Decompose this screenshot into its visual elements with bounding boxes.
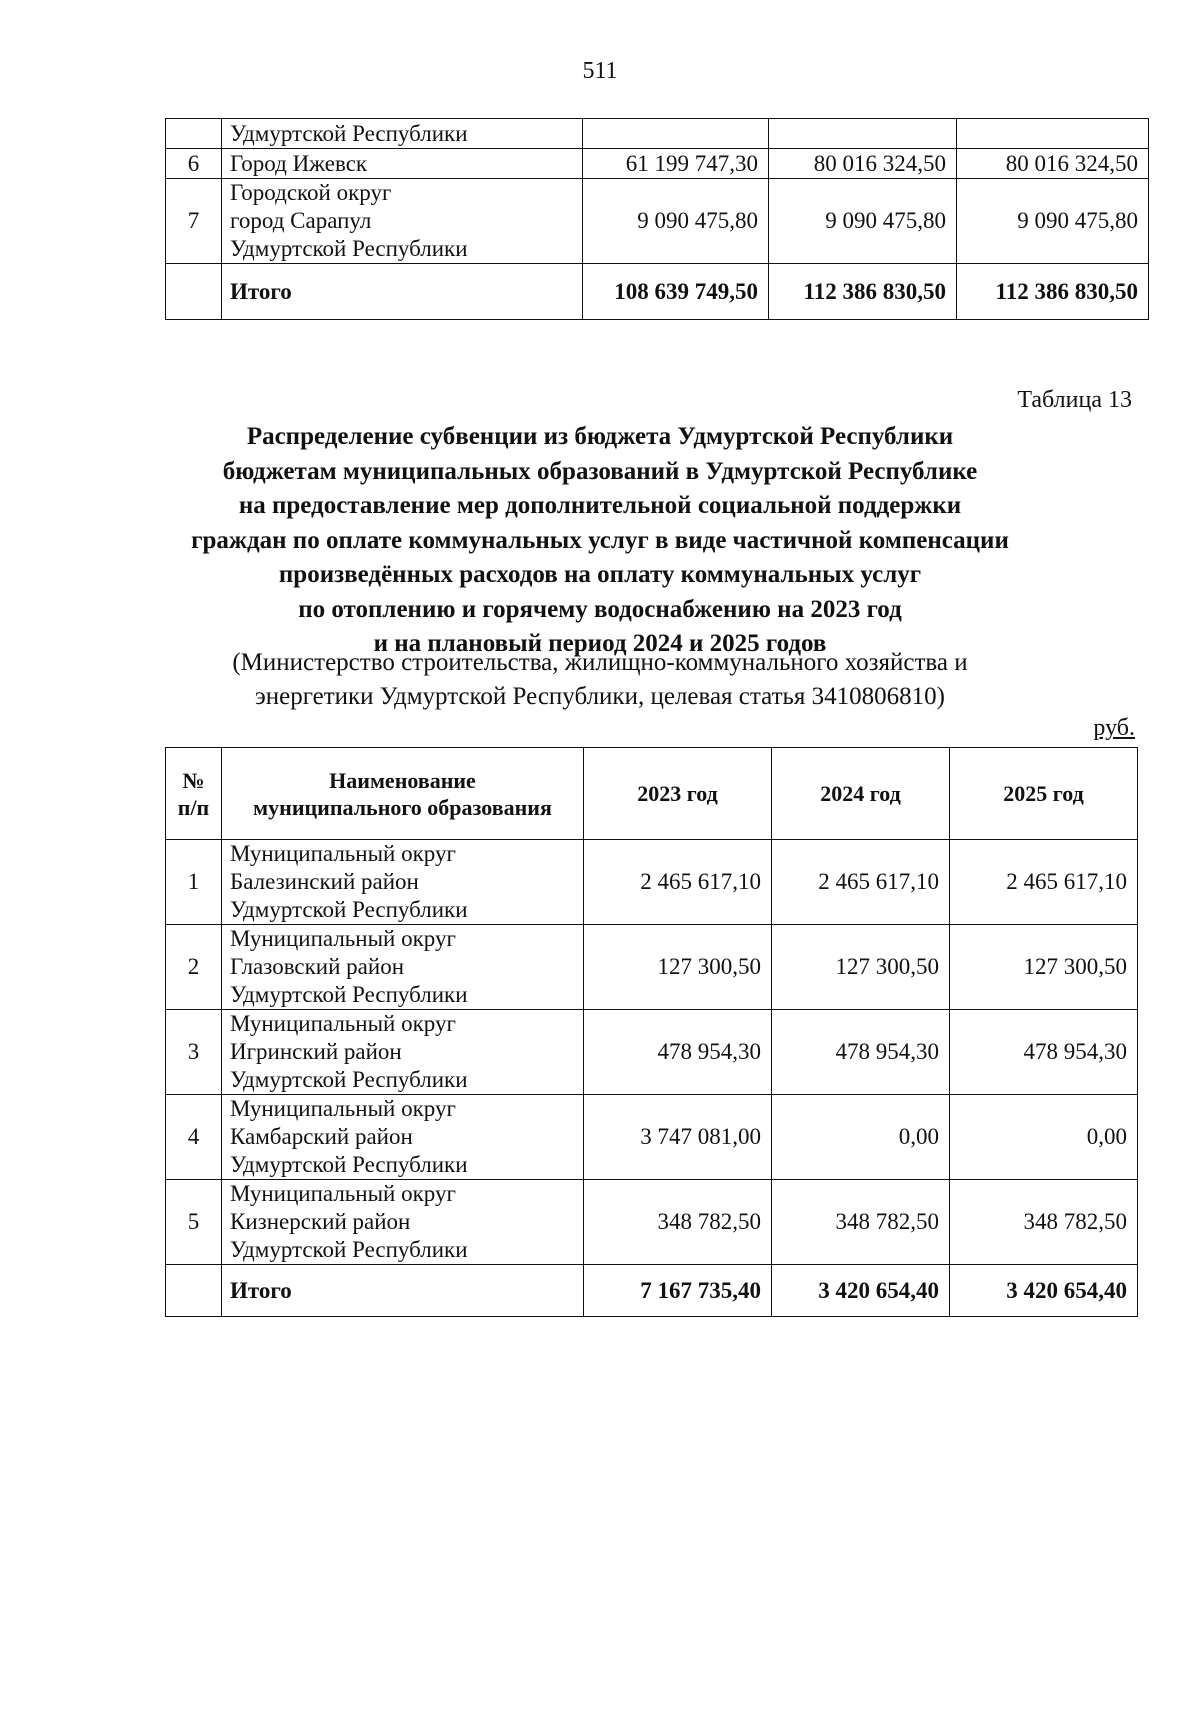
value-2024: 478 954,30: [772, 1010, 950, 1095]
table-row: [166, 1180, 1138, 1265]
municipality-name: [222, 1180, 584, 1265]
name-line: Удмуртской Республики: [230, 982, 468, 1007]
total-row: [166, 1265, 1138, 1317]
value-2025: 2 465 617,10: [950, 840, 1138, 925]
title-line: произведённых расходов на оплату коммунальных услуг: [278, 561, 922, 588]
header-row: [166, 748, 1138, 840]
table-title: [0, 420, 1200, 662]
total-row: [166, 264, 1149, 320]
name-line: Город Ижевск: [230, 150, 368, 176]
name-line: Муниципальный округ: [230, 841, 456, 866]
table-row: [166, 925, 1138, 1010]
name-line: Удмуртской Республики: [230, 1237, 468, 1262]
value-2025: 478 954,30: [950, 1010, 1138, 1095]
value-2023: 61 199 747,30: [583, 149, 769, 179]
value-2024: 0,00: [772, 1095, 950, 1180]
name-line: Удмуртской Республики: [230, 236, 468, 261]
table-row: [166, 840, 1138, 925]
header-num: [166, 748, 222, 840]
table-row: [166, 119, 1149, 149]
value-2025: 9 090 475,80: [957, 179, 1149, 264]
title-line: и на плановый период 2024 и 2025 годов: [373, 630, 827, 657]
row-number: 5: [166, 1180, 222, 1265]
municipality-name: [222, 840, 584, 925]
value-2024: [769, 119, 957, 149]
header-name: [222, 748, 584, 840]
total-2024: 3 420 654,40: [772, 1265, 950, 1317]
name-line: Удмуртской Республики: [230, 1067, 468, 1092]
title-line: по отоплению и горячему водоснабжению на 2023 год: [298, 595, 902, 623]
title-line: на предоставление мер дополнительной социальной поддержки: [238, 492, 962, 519]
value-2024: 127 300,50: [772, 925, 950, 1010]
previous-table: [165, 118, 1149, 320]
header-line: п/п: [177, 794, 210, 820]
row-number: [166, 119, 222, 149]
row-number: 2: [166, 925, 222, 1010]
value-2024: 348 782,50: [772, 1180, 950, 1265]
title-line: бюджетам муниципальных образований в Удмуртской Республике: [222, 457, 978, 485]
value-2023: 9 090 475,80: [583, 179, 769, 264]
row-number: 6: [166, 149, 222, 179]
total-label: Итого: [222, 264, 583, 320]
empty-cell: [166, 1265, 222, 1317]
value-2025: 80 016 324,50: [957, 149, 1149, 179]
total-2023: 108 639 749,50: [583, 264, 769, 320]
value-2025: [957, 119, 1149, 149]
name-line: Глазовский район: [230, 954, 405, 979]
value-2023: 3 747 081,00: [584, 1095, 772, 1180]
name-line: Муниципальный округ: [230, 1096, 456, 1121]
subvention-table: [165, 747, 1138, 1317]
row-number: 4: [166, 1095, 222, 1180]
table-row: [166, 149, 1149, 179]
total-2025: 112 386 830,50: [957, 264, 1149, 320]
value-2025: 0,00: [950, 1095, 1138, 1180]
value-2024: 80 016 324,50: [769, 149, 957, 179]
total-2023: 7 167 735,40: [584, 1265, 772, 1317]
value-2023: 127 300,50: [584, 925, 772, 1010]
row-number: 1: [166, 840, 222, 925]
value-2023: [583, 119, 769, 149]
subtitle-line: (Министерство строительства, жилищно-коммунального хозяйства и: [232, 649, 968, 676]
name-line: Муниципальный округ: [230, 1181, 456, 1206]
value-2024: 2 465 617,10: [772, 840, 950, 925]
total-2024: 112 386 830,50: [769, 264, 957, 320]
name-line: Городской округ: [230, 180, 392, 205]
name-line: Камбарский район: [230, 1124, 413, 1149]
header-2024: 2024 год: [772, 748, 950, 840]
page-number: 511: [582, 58, 618, 84]
name-line: Удмуртской Республики: [230, 1152, 468, 1177]
table-row: [166, 179, 1149, 264]
municipality-name: [222, 1095, 584, 1180]
row-number: 3: [166, 1010, 222, 1095]
name-line: Балезинский район: [230, 869, 419, 894]
table-label: Таблица 13: [1017, 387, 1132, 413]
value-2023: 348 782,50: [584, 1180, 772, 1265]
row-number: 7: [166, 179, 222, 264]
header-line: муниципального образования: [253, 794, 552, 820]
header-2023: 2023 год: [584, 748, 772, 840]
name-line: Муниципальный округ: [230, 1011, 456, 1036]
header-line: №: [182, 767, 205, 793]
title-line: граждан по оплате коммунальных услуг в виде частичной компенсации: [191, 526, 1009, 554]
municipality-name: [222, 179, 583, 264]
name-line: Удмуртской Республики: [230, 120, 468, 146]
municipality-name: [222, 149, 583, 179]
table-subtitle: [0, 646, 1200, 714]
municipality-name: [222, 925, 584, 1010]
value-2024: 9 090 475,80: [769, 179, 957, 264]
currency-unit: руб.: [1093, 715, 1135, 741]
header-2025: 2025 год: [950, 748, 1138, 840]
name-line: Кизнерский район: [230, 1209, 411, 1234]
empty-cell: [166, 264, 222, 320]
value-2025: 348 782,50: [950, 1180, 1138, 1265]
title-line: Распределение субвенции из бюджета Удмуртской Республики: [246, 423, 954, 450]
value-2023: 2 465 617,10: [584, 840, 772, 925]
municipality-name: [222, 1010, 584, 1095]
total-label: Итого: [222, 1265, 584, 1317]
table-row: [166, 1010, 1138, 1095]
name-line: Игринский район: [230, 1039, 402, 1064]
name-line: Удмуртской Республики: [230, 897, 468, 922]
value-2023: 478 954,30: [584, 1010, 772, 1095]
total-2025: 3 420 654,40: [950, 1265, 1138, 1317]
table-row: [166, 1095, 1138, 1180]
value-2025: 127 300,50: [950, 925, 1138, 1010]
subtitle-line: энергетики Удмуртской Республики, целевая статья 3410806810): [254, 683, 945, 710]
name-line: город Сарапул: [230, 208, 372, 233]
name-line: Муниципальный округ: [230, 926, 456, 951]
municipality-name: [222, 119, 583, 149]
header-line: Наименование: [329, 767, 476, 793]
